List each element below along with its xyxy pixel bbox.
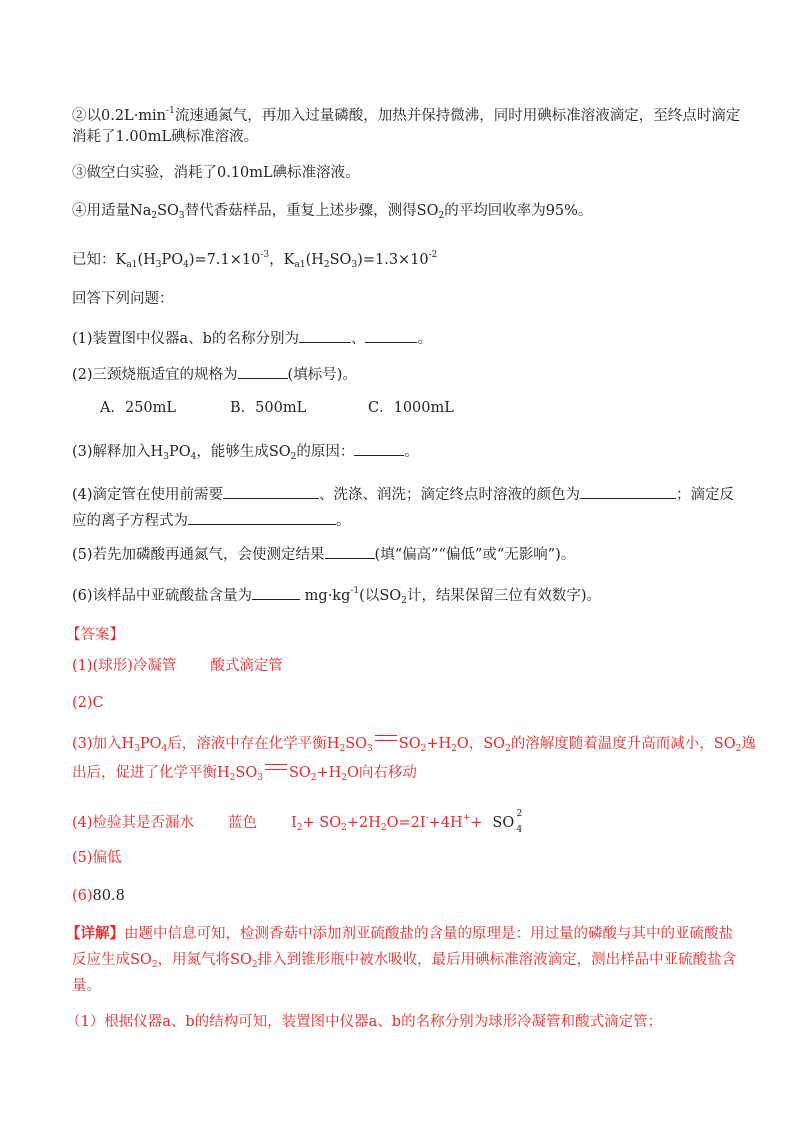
q5-text: (5)若先加磷酸再通氮气，会使测定结果 xyxy=(72,547,325,563)
k1-expr-b: PO xyxy=(161,252,184,268)
a4-d: + SO xyxy=(302,815,342,831)
option-c-label: C． xyxy=(368,400,394,416)
a3-c: 后，溶液中存在化学平衡H xyxy=(167,736,340,752)
so2: SO xyxy=(416,203,439,219)
a4-h: + xyxy=(470,815,483,831)
a3-a: (3)加入H xyxy=(72,736,135,752)
a3-l2-sub3: 2 xyxy=(310,773,317,783)
q3-end: 。 xyxy=(404,444,419,460)
answer-6 xyxy=(72,886,125,906)
detail-paragraph-1-line-3: 量。 xyxy=(72,978,101,994)
q4-mid: 、洗涤、润洗；滴定终点时溶液的颜色为 xyxy=(319,487,581,503)
step-2-line-2 xyxy=(72,127,258,147)
step-2-line-1 xyxy=(72,101,740,126)
detail-header: 【详解】 xyxy=(66,925,124,942)
q3-text: (3)解释加入 xyxy=(72,444,151,460)
equilibrium-arrow-icon xyxy=(373,733,399,745)
question-3 xyxy=(72,441,419,467)
q1-blank-b[interactable] xyxy=(365,328,417,343)
a3-i: 逸 xyxy=(741,736,756,752)
a6-value: 80.8 xyxy=(92,888,125,904)
question-4-line-1 xyxy=(72,484,734,505)
k1: K xyxy=(115,252,127,268)
a3-sub1: 3 xyxy=(134,744,140,754)
q4-blank-b[interactable] xyxy=(580,484,676,499)
q6-unit-sup: -1 xyxy=(350,586,360,596)
a4-d-sub: 2 xyxy=(341,823,347,833)
q3-po-sub: 4 xyxy=(190,452,197,462)
step-2-volume: 1.00mL xyxy=(115,129,172,145)
k2-expr-b: SO xyxy=(329,252,352,268)
step-4-mid: 替代香菇样品，重复上述步骤，测得 xyxy=(184,203,417,219)
option-b-value: 500mL xyxy=(255,400,307,416)
a3-sub5: 2 xyxy=(420,744,427,754)
k1-value: )=7.1×10 xyxy=(188,252,261,268)
option-c[interactable] xyxy=(368,398,454,418)
a3-sub3: 2 xyxy=(339,744,346,754)
na: Na xyxy=(130,203,152,219)
q4-text: (4)滴定管在使用前需要 xyxy=(72,487,224,503)
a3-l2-d: +H xyxy=(316,765,342,781)
question-2 xyxy=(72,364,357,385)
detail-p1-d: 排入到锥形瓶中被水吸收，最后用碘标准溶液滴定，测出样品中亚硫酸盐含 xyxy=(257,952,737,968)
k2-sub1: 2 xyxy=(323,260,330,270)
q2-hint: (填标号)。 xyxy=(287,367,357,383)
step-3-volume: 0.10mL xyxy=(217,165,273,181)
answer-1 xyxy=(72,656,283,676)
a3-sub6: 2 xyxy=(451,744,457,754)
answer-1-b: 酸式滴定管 xyxy=(210,658,283,674)
step-2-solution: 碘标准溶液。 xyxy=(171,129,259,145)
option-a[interactable] xyxy=(100,398,230,418)
k2-sub: a1 xyxy=(294,260,306,270)
questions-intro: 回答下列问题： xyxy=(72,291,174,307)
q6-text: (6)该样品中亚硫酸盐含量为 xyxy=(72,588,253,604)
k2: K xyxy=(283,252,295,268)
detail-p1-b: 反应生成SO xyxy=(72,952,152,968)
option-c-value: 1000mL xyxy=(393,400,454,416)
q1-text: (1)装置图中仪器a、b的名称分别为 xyxy=(72,331,299,347)
q5-hint: (填“偏高”“偏低”或“无影响”)。 xyxy=(374,547,576,563)
a3-l2-sub2: 3 xyxy=(257,773,263,783)
k2-value: )=1.3×10 xyxy=(357,252,429,268)
q3-so: SO xyxy=(268,444,291,460)
a4-c: I xyxy=(291,815,297,831)
q3-po: PO xyxy=(168,444,191,460)
q2-text: (2)三颈烧瓶适宜的规格为 xyxy=(72,367,238,383)
a3-sub4: 3 xyxy=(367,744,373,754)
known-constants xyxy=(72,245,437,275)
q4-cont: ；滴定反 xyxy=(676,487,735,503)
answer-5: (5)偏低 xyxy=(72,850,122,866)
a4-b: 蓝色 xyxy=(228,815,258,831)
step-4-end: 的平均回收率为95%。 xyxy=(444,203,593,219)
answer-2: (2)C xyxy=(72,695,104,711)
sulfate-ion-so: SO xyxy=(492,815,515,831)
q6-end: 计，结果保留三位有效数字)。 xyxy=(406,588,602,604)
a3-sub2: 4 xyxy=(161,744,168,754)
a6-label: (6) xyxy=(72,888,93,904)
detail-paragraph-1-line-1 xyxy=(66,924,733,944)
a3-l2-c: SO xyxy=(288,765,311,781)
step-2-text-cont: 流速通氮气，再加入过量磷酸，加热并保持微沸，同时用碘标准溶液滴定，至终点时滴定 xyxy=(174,108,741,124)
equilibrium-arrow-icon xyxy=(263,762,289,774)
option-a-value: 250mL xyxy=(124,400,177,416)
a4-e-sub: 2 xyxy=(380,823,387,833)
detail-p1-c: ，用氮气将SO xyxy=(157,952,252,968)
a4-g: +4H xyxy=(428,815,463,831)
k1-sub2: 4 xyxy=(183,260,189,270)
q3-h-sub: 3 xyxy=(163,452,169,462)
a3-sub7: 2 xyxy=(505,744,511,754)
step-3-text: ③做空白实验，消耗了 xyxy=(72,165,217,181)
q1-sep: 、 xyxy=(350,331,366,347)
detail-paragraph-1-line-2 xyxy=(72,950,736,975)
so2-sub: 2 xyxy=(438,211,445,221)
sulfate-ion-sub: 4 xyxy=(516,825,523,835)
step-2-text: ②以 xyxy=(72,108,101,124)
k2-exponent: -2 xyxy=(428,250,438,260)
known-label: 已知： xyxy=(72,252,116,268)
q4-blank-a[interactable] xyxy=(223,484,319,499)
so-sub: 3 xyxy=(178,211,185,221)
a3-l2-sub4: 2 xyxy=(341,773,348,783)
q2-blank[interactable] xyxy=(238,364,288,379)
answer-1-a: (1)(球形)冷凝管 xyxy=(72,658,177,674)
step-4-text: ④用适量 xyxy=(72,203,130,219)
k1-sub: a1 xyxy=(126,260,138,270)
q4-equation-label: 应的离子方程式为 xyxy=(72,513,188,529)
q3-mid: ，能够生成 xyxy=(196,444,269,460)
step-3-line xyxy=(72,163,360,183)
so: SO xyxy=(157,203,179,219)
na-sub: 2 xyxy=(151,211,158,221)
q6-unit: mg·kg xyxy=(304,588,351,604)
a3-f: +H xyxy=(426,736,452,752)
q6-blank[interactable] xyxy=(252,585,300,600)
a3-l2-sub1: 2 xyxy=(229,773,236,783)
question-4-line-2 xyxy=(72,510,351,531)
a3-h: 的溶解度随着温度升高而减小，SO xyxy=(510,736,736,752)
question-6 xyxy=(72,581,601,611)
step-2-consumed: 消耗了 xyxy=(72,129,116,145)
flow-rate-exponent: -1 xyxy=(166,106,175,116)
sulfate-ion xyxy=(492,809,523,835)
a3-d: SO xyxy=(345,736,368,752)
a3-l2-b: SO xyxy=(235,765,258,781)
option-b-label: B． xyxy=(230,400,256,416)
a4-e: +2H xyxy=(346,815,381,831)
k1-expr: (H xyxy=(137,252,156,268)
detail-p1-a: 由题中信息可知，检测香菇中添加剂亚硫酸盐的含量的原理是：用过量的磷酸与其中的亚硫酸盐 xyxy=(124,926,733,942)
answer-3-line-1 xyxy=(72,733,756,759)
q6-so-sub: 2 xyxy=(401,596,407,606)
q3-reason: 的原因： xyxy=(296,444,355,460)
answer-4 xyxy=(72,808,522,838)
answer-header: 【答案】 xyxy=(66,627,124,643)
separator: ， xyxy=(269,252,284,268)
q3-blank[interactable] xyxy=(354,441,404,456)
a3-g: O，SO xyxy=(456,736,506,752)
k2-sub2: 3 xyxy=(351,260,358,270)
q6-paren: (以 xyxy=(359,588,380,604)
a3-l2-a: 出后，促进了化学平衡H xyxy=(72,765,230,781)
a3-sub8: 2 xyxy=(735,744,742,754)
detail-p1-c-sub: 2 xyxy=(251,960,258,970)
a4-f-sup: - xyxy=(425,813,429,823)
a3-l2-e: O向右移动 xyxy=(347,765,417,781)
step-4-line xyxy=(72,201,592,226)
sulfate-ion-charge: 2 xyxy=(516,809,523,819)
step-3-solution: 碘标准溶液。 xyxy=(272,165,360,181)
option-a-label: A． xyxy=(100,400,125,416)
detail-paragraph-2: （1）根据仪器a、b的结构可知，装置图中仪器a、b的名称分别为球形冷凝管和酸式滴定管； xyxy=(66,1014,663,1030)
q4-blank-c[interactable] xyxy=(188,510,336,525)
flow-rate: 0.2L·min xyxy=(101,108,167,124)
q3-h: H xyxy=(150,444,164,460)
q5-blank[interactable] xyxy=(325,544,375,559)
a3-b: PO xyxy=(139,736,162,752)
a3-e: SO xyxy=(398,736,421,752)
a4-g-sup: + xyxy=(462,813,471,823)
option-b[interactable] xyxy=(230,398,368,418)
a4-c-sub: 2 xyxy=(296,823,303,833)
question-5 xyxy=(72,544,575,565)
answer-3-line-2 xyxy=(72,762,417,788)
q3-so-sub: 2 xyxy=(290,452,297,462)
k1-sub1: 3 xyxy=(155,260,162,270)
question-2-options xyxy=(100,398,454,418)
k1-exponent: -3 xyxy=(260,250,270,260)
q6-so: SO xyxy=(379,588,402,604)
k2-expr: (H xyxy=(305,252,324,268)
q1-end: 。 xyxy=(417,331,432,347)
a4-a: (4)检验其是否漏水 xyxy=(72,815,195,831)
detail-p1-b-sub: 2 xyxy=(151,960,158,970)
question-1 xyxy=(72,328,432,349)
q4-end: 。 xyxy=(336,513,351,529)
q1-blank-a[interactable] xyxy=(299,328,351,343)
a4-f: O=2I xyxy=(386,815,426,831)
